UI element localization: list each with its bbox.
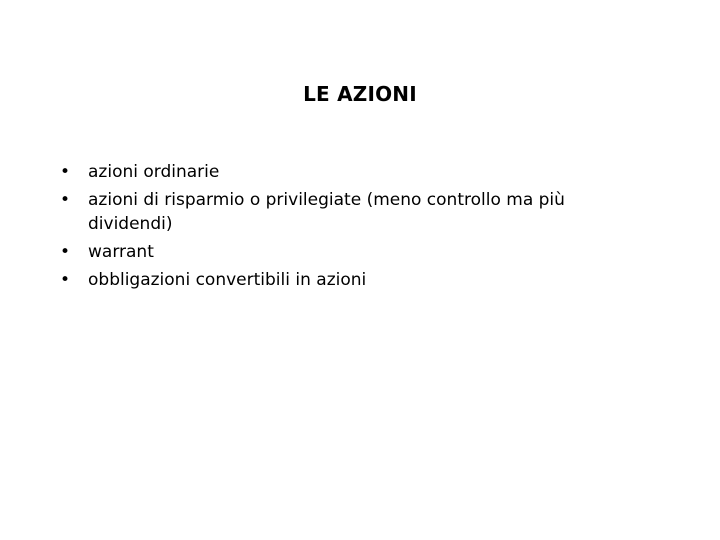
bullet-list — [60, 158, 620, 294]
list-item-text: warrant — [88, 242, 154, 262]
list-item — [60, 186, 620, 238]
list-item — [60, 158, 620, 186]
bullet-icon: • — [60, 162, 71, 182]
list-item-text: obbligazioni convertibili in azioni — [88, 270, 367, 290]
list-item — [60, 266, 620, 294]
list-item-text: azioni ordinarie — [88, 162, 220, 182]
slide-title: LE AZIONI — [303, 82, 417, 106]
bullet-icon: • — [60, 190, 71, 210]
list-item — [60, 238, 620, 266]
bullet-icon: • — [60, 242, 71, 262]
bullet-icon: • — [60, 270, 71, 290]
list-item-text: azioni di risparmio o privilegiate (meno controllo ma più dividendi) — [88, 190, 565, 234]
